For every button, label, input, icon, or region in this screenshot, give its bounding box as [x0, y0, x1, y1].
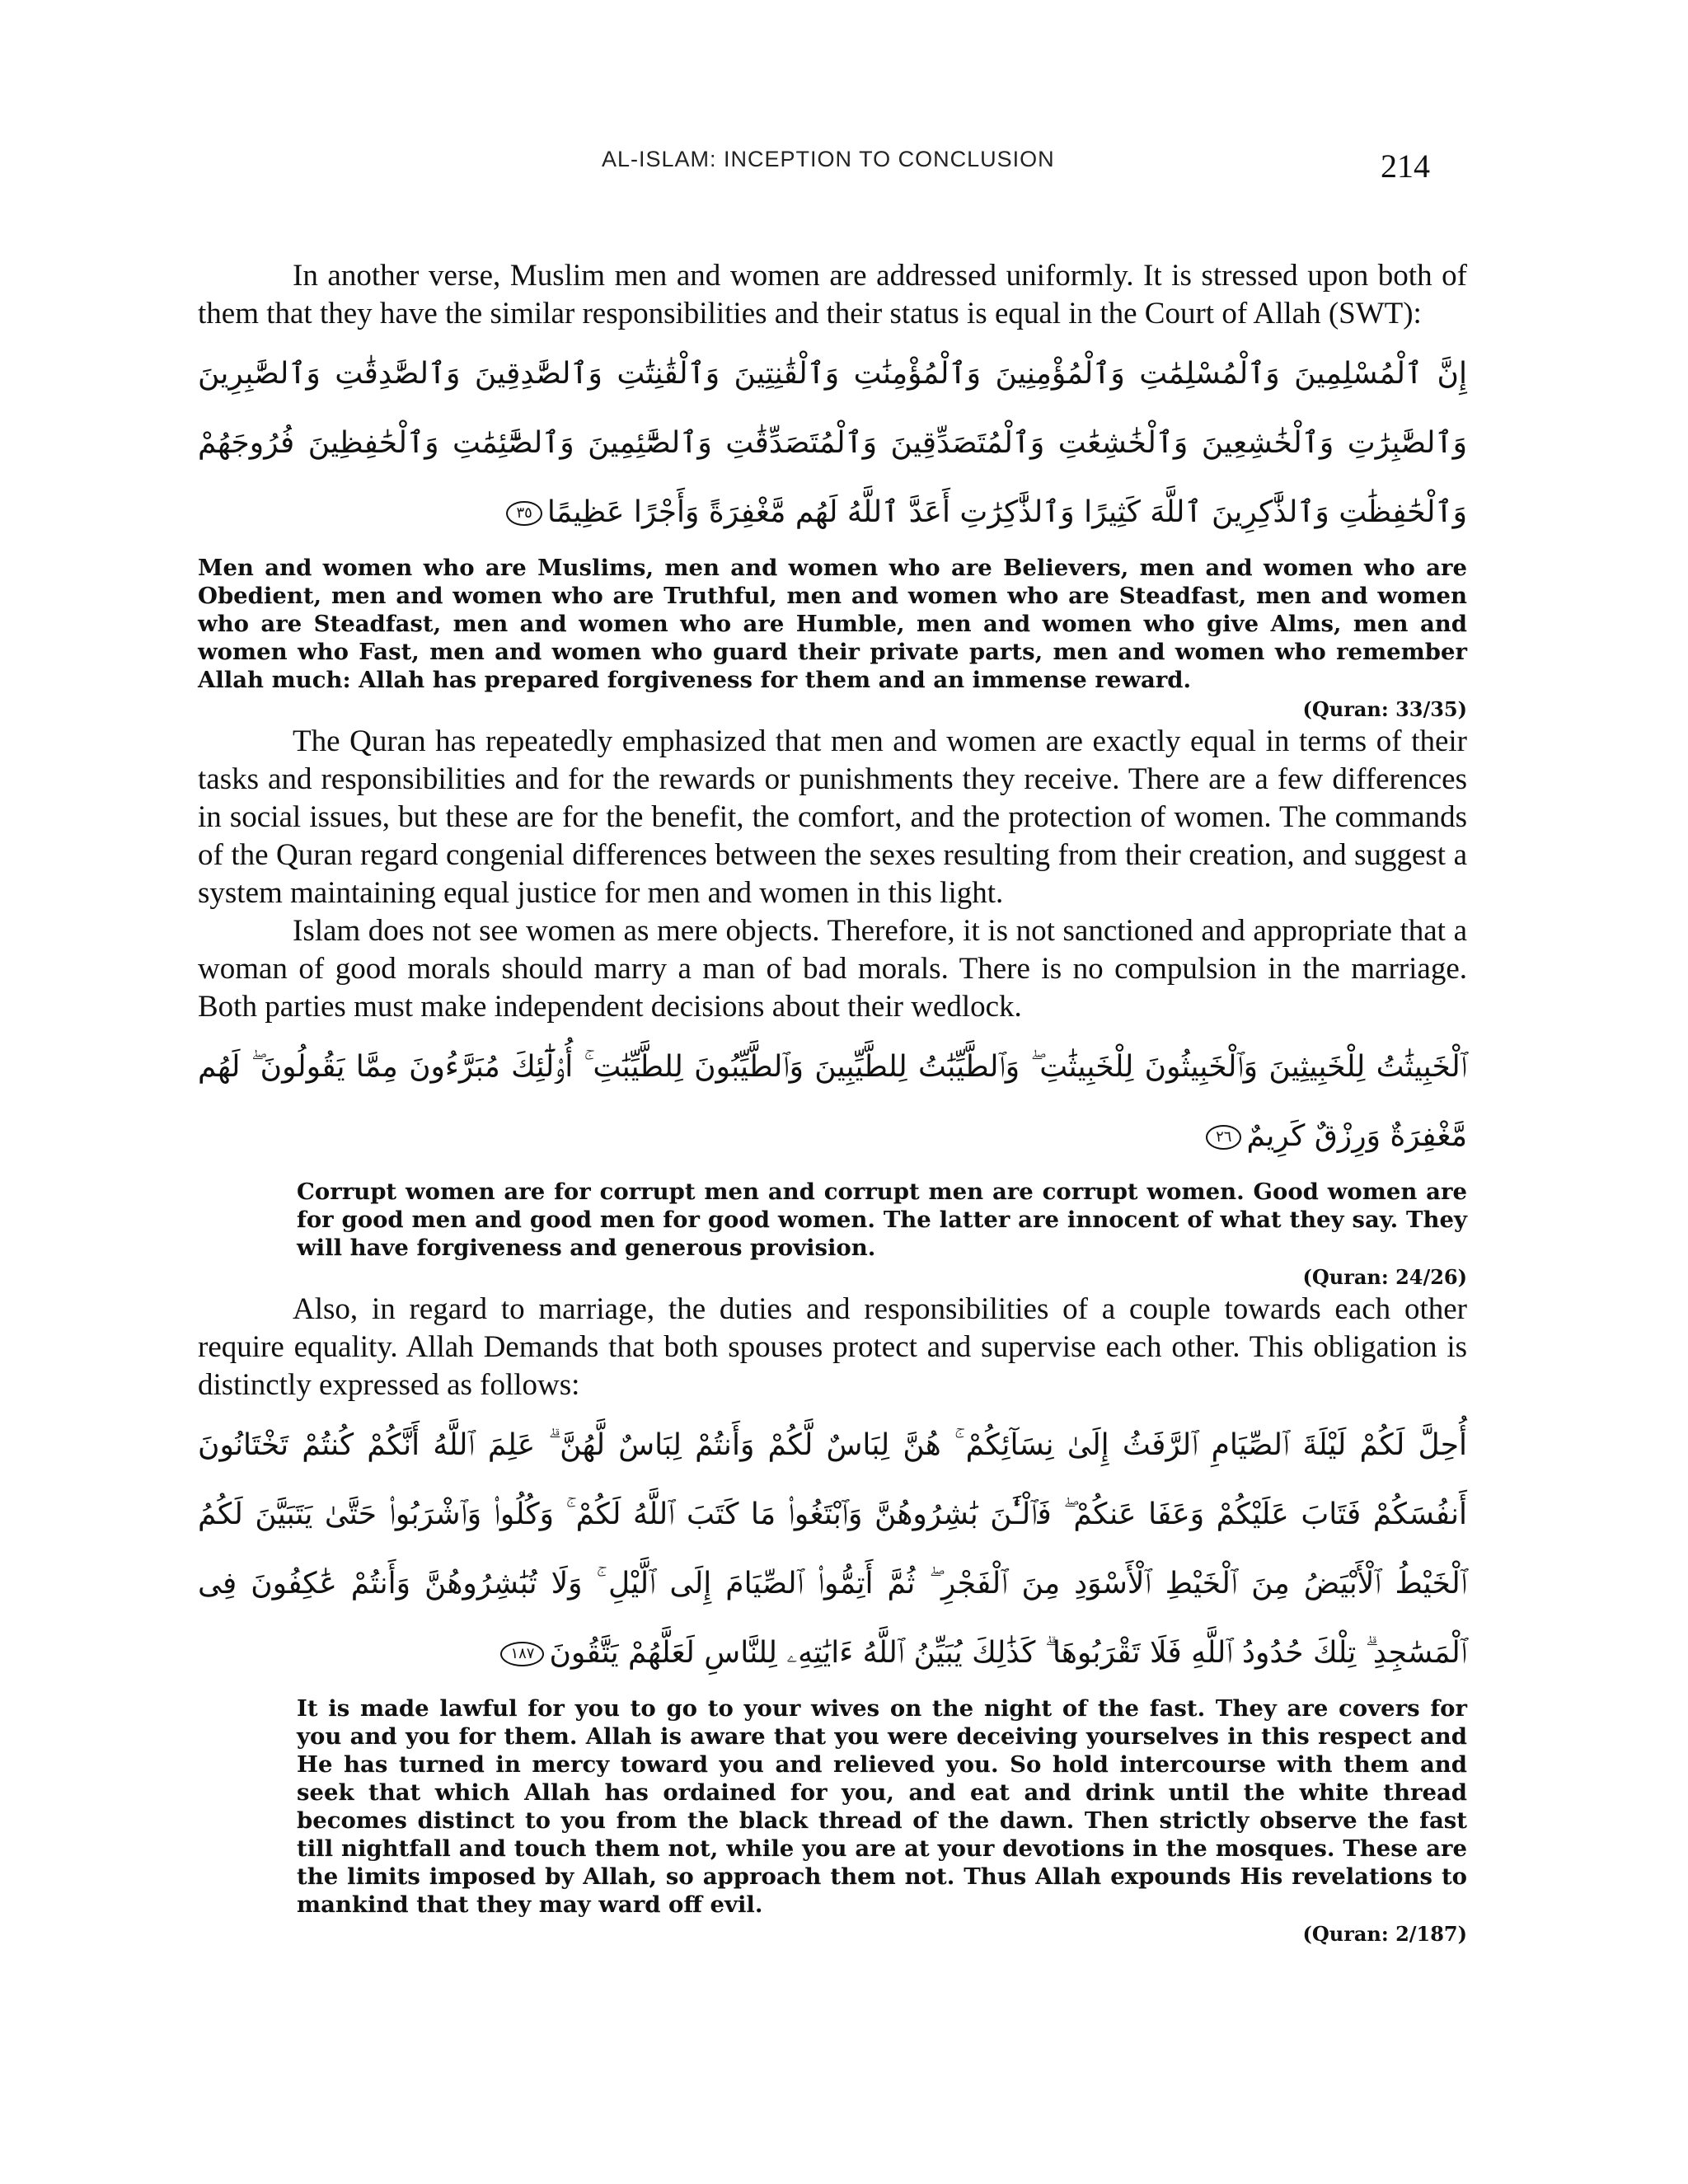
- ayah-number-marker-2: ٢٦: [1206, 1125, 1241, 1150]
- quran-reference-1: (Quran: 33/35): [1302, 697, 1467, 721]
- arabic-verse-3: [198, 1411, 1467, 1688]
- quran-reference-2: (Quran: 24/26): [1302, 1265, 1467, 1289]
- paragraph-4: Also, in regard to marriage, the duties and responsibilities of a couple towards each other require equality. Allah Demands that both spouses protect and supervise each other. This obligation is distinctly expressed as follows:: [198, 1292, 1467, 1402]
- arabic-verse-1: [198, 340, 1467, 547]
- paragraph-3: Islam does not see women as mere objects. Therefore, it is not sanctioned and appropriate that a woman of good morals should marry a man of bad morals. There is no compulsion in the marriage. Both parties must make independent decisions about their wedlock.: [198, 914, 1467, 1024]
- page-body: [198, 257, 1467, 1947]
- arabic-verse-1-text: إِنَّ ٱلْمُسْلِمِينَ وَٱلْمُسْلِمَٰتِ وَٱلْمُؤْمِنِينَ وَٱلْمُؤْمِنَٰتِ وَٱلْقَٰنِتِينَ وَٱلْقَٰنِتَٰتِ وَٱلصَّٰدِقِينَ وَٱلصَّٰدِقَٰتِ وَٱلصَّٰبِرِينَ وَٱلصَّٰبِرَٰتِ وَٱلْخَٰشِعِينَ وَٱلْخَٰشِعَٰتِ وَٱلْمُتَصَدِّقِينَ وَٱلْمُتَصَدِّقَٰتِ وَٱلصَّٰٓئِمِينَ وَٱلصَّٰٓئِمَٰتِ وَٱلْحَٰفِظِينَ فُرُوجَهُمْ وَٱلْحَٰفِظَٰتِ وَٱلذَّٰكِرِينَ ٱللَّهَ كَثِيرًا وَٱلذَّٰكِرَٰتِ أَعَدَّ ٱللَّهُ لَهُم مَّغْفِرَةً وَأَجْرًا عَظِيمًا: [198, 357, 1467, 529]
- page-number: 214: [1381, 148, 1430, 185]
- paragraph-1: In another verse, Muslim men and women are addressed uniformly. It is stressed upon both of them that they have the similar responsibilities and their status is equal in the Court of Allah (SWT):: [198, 259, 1467, 330]
- arabic-verse-2: [198, 1033, 1467, 1171]
- translation-2: Corrupt women are for corrupt men and corrupt men are corrupt women. Good women are for good men and good men for good women. The latter are innocent of what they say. They will have forgiveness and generous provision.: [297, 1179, 1467, 1261]
- ayah-number-marker-1: ٣٥: [506, 501, 542, 526]
- arabic-verse-2-text: ٱلْخَبِيثَٰتُ لِلْخَبِيثِينَ وَٱلْخَبِيثُونَ لِلْخَبِيثَٰتِ ۖ وَٱلطَّيِّبَٰتُ لِلطَّيِّبِينَ وَٱلطَّيِّبُونَ لِلطَّيِّبَٰتِ ۚ أُو۟لَٰٓئِكَ مُبَرَّءُونَ مِمَّا يَقُولُونَ ۖ لَهُم مَّغْفِرَةٌ وَرِزْقٌ كَرِيمٌ: [198, 1050, 1467, 1153]
- translation-3: It is made lawful for you to go to your wives on the night of the fast. They are covers for you and you for them. Allah is aware that you were deceiving yourselves in this respect and He has turned in mercy toward you and relieved you. So hold intercourse with them and seek that which Allah has ordained for you, and eat and drink until the white thread becomes distinct to you from the black thread of the dawn. Then strictly observe the fast till nightfall and touch them not, while you are at your devotions in the mosques. These are the limits imposed by Allah, so approach them not. Thus Allah expounds His revelations to mankind that they may ward off evil.: [297, 1695, 1467, 1918]
- ayah-number-marker-3: ١٨٧: [500, 1642, 544, 1666]
- paragraph-2: The Quran has repeatedly emphasized that men and women are exactly equal in terms of their tasks and responsibilities and for the rewards or punishments they receive. There are a few differences in social issues, but these are for the benefit, the comfort, and the protection of women. The commands of the Quran regard congenial differences between the sexes resulting from their creation, and suggest a system maintaining equal justice for men and women in this light.: [198, 724, 1467, 910]
- arabic-verse-3-text: أُحِلَّ لَكُمْ لَيْلَةَ ٱلصِّيَامِ ٱلرَّفَثُ إِلَىٰ نِسَآئِكُمْ ۚ هُنَّ لِبَاسٌ لَّكُمْ وَأَنتُمْ لِبَاسٌ لَّهُنَّ ۗ عَلِمَ ٱللَّهُ أَنَّكُمْ كُنتُمْ تَخْتَانُونَ أَنفُسَكُمْ فَتَابَ عَلَيْكُمْ وَعَفَا عَنكُمْ ۖ فَٱلْـَٰٔنَ بَٰشِرُوهُنَّ وَٱبْتَغُوا۟ مَا كَتَبَ ٱللَّهُ لَكُمْ ۚ وَكُلُوا۟ وَٱشْرَبُوا۟ حَتَّىٰ يَتَبَيَّنَ لَكُمُ ٱلْخَيْطُ ٱلْأَبْيَضُ مِنَ ٱلْخَيْطِ ٱلْأَسْوَدِ مِنَ ٱلْفَجْرِ ۖ ثُمَّ أَتِمُّوا۟ ٱلصِّيَامَ إِلَى ٱلَّيْلِ ۚ وَلَا تُبَٰشِرُوهُنَّ وَأَنتُمْ عَٰكِفُونَ فِى ٱلْمَسَٰجِدِ ۗ تِلْكَ حُدُودُ ٱللَّهِ فَلَا تَقْرَبُوهَا ۗ كَذَٰلِكَ يُبَيِّنُ ٱللَّهُ ءَايَٰتِهِۦ لِلنَّاسِ لَعَلَّهُمْ يَتَّقُونَ: [198, 1428, 1467, 1670]
- translation-1: Men and women who are Muslims, men and women who are Believers, men and women who are Obedient, men and women who are Truthful, men and women who are Steadfast, men and women who are Steadfast, men and women who are Humble, men and women who give Alms, men and women who Fast, men and women who guard their private parts, men and women who remember Allah much: Allah has prepared forgiveness for them and an immense reward.: [198, 555, 1467, 693]
- quran-reference-3: (Quran: 2/187): [1302, 1922, 1467, 1946]
- running-header-title: AL-ISLAM: INCEPTION TO CONCLUSION: [602, 147, 1055, 171]
